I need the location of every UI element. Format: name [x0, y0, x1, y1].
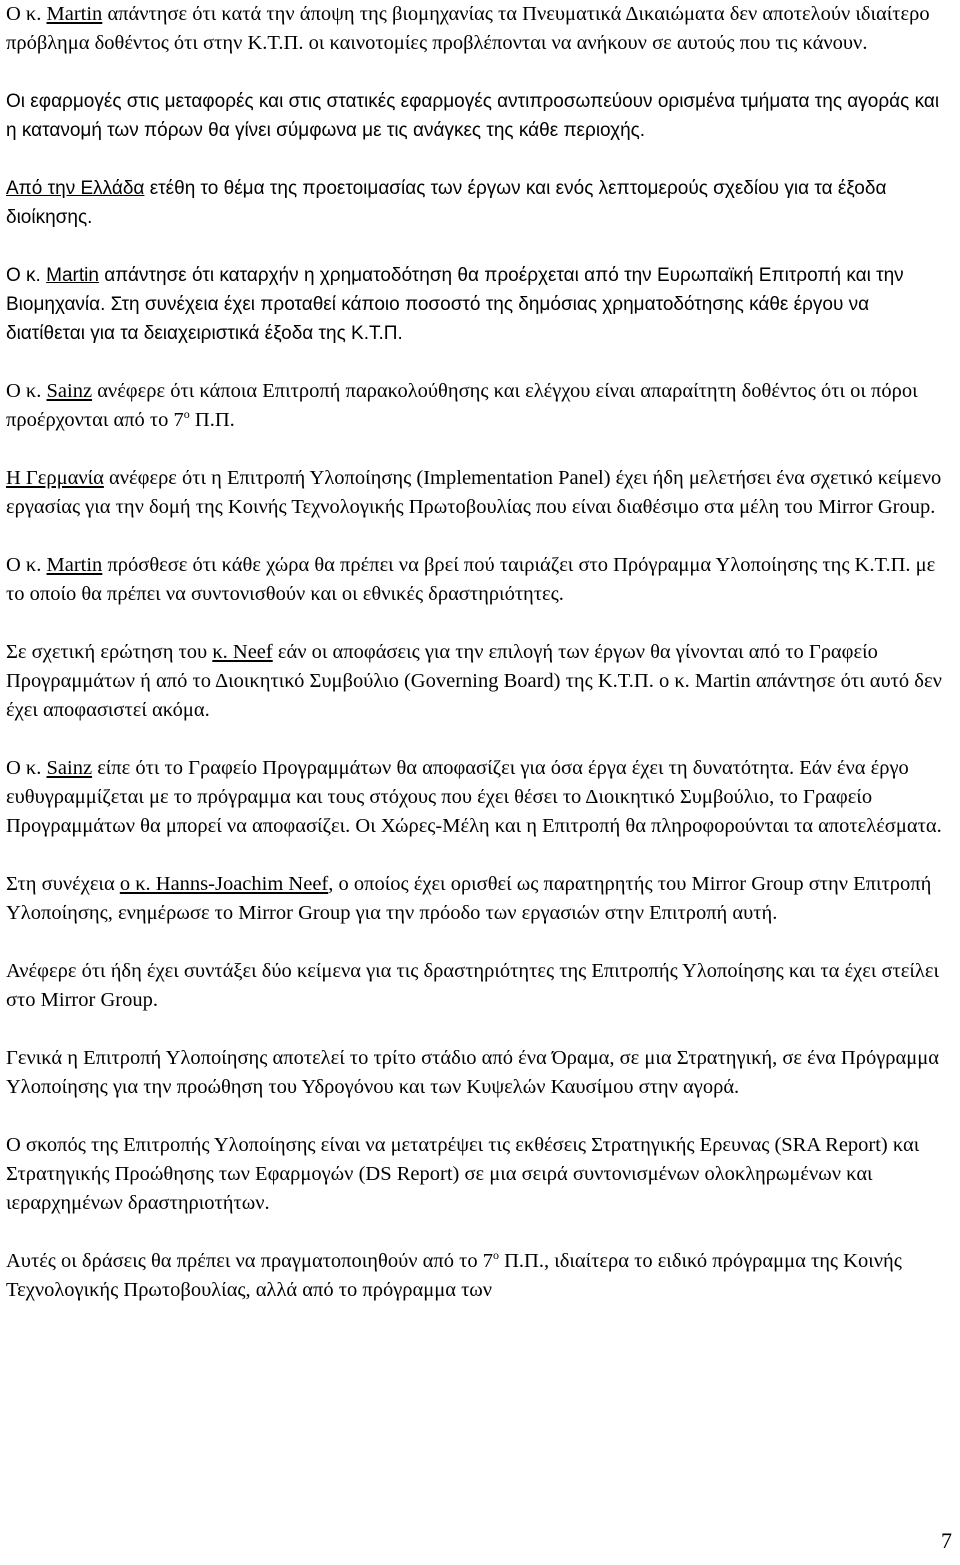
speaker-name: κ. Neef [212, 641, 273, 663]
paragraph-lead: Ο κ. [6, 380, 47, 402]
speaker-name: Sainz [46, 380, 93, 402]
paragraph-lead: Ο κ. [6, 554, 47, 576]
paragraph-tail: Π.Π. [189, 409, 235, 431]
paragraph [6, 1131, 950, 1218]
paragraph-text: ανέφερε ότι κάποια Επιτροπή παρακολούθησης και ελέγχου είναι απαραίτητη δοθέντος ότι οι πόροι προέρχονται από το 7 [6, 380, 918, 431]
superscript: ο [183, 407, 190, 421]
paragraph-lead: Ο κ. [6, 3, 47, 25]
paragraph [6, 957, 950, 1015]
paragraph-text: είπε ότι το Γραφείο Προγραμμάτων θα αποφασίζει για όσα έργα έχει τη δυνατότητα. Εάν ένα έργο ευθυγραμμίζεται με το πρόγραμμα και τους στόχους που έχει θέσει το Διοικητικό Συμβούλιο, το Γραφείο Προγραμμάτων θα μπορεί να αποφασίζει. Οι Χώρες-Μέλη και η Επιτροπή θα πληροφορούνται τα αποτελέσματα. [6, 757, 942, 837]
paragraph-text: , ο οποίος έχει ορισθεί ως παρατηρητής του Mirror Group στην Επιτροπή Υλοποίησης, ενημέρωσε το Mirror Group για την πρόοδο των εργασιών στην Επιτροπή αυτή. [6, 873, 932, 924]
paragraph-lead: Στη συνέχεια [6, 873, 120, 895]
paragraph-text: ετέθη το θέμα της προετοιμασίας των έργων και ενός λεπτομερούς σχεδίου για τα έξοδα διοίκησης. [6, 178, 887, 228]
paragraph [6, 464, 950, 522]
paragraph-text: Αυτές οι δράσεις θα πρέπει να πραγματοποιηθούν από το 7 [6, 1250, 493, 1272]
paragraph-tail: Π.Π., ιδιαίτερα το ειδικό πρόγραμμα της Κοινής Τεχνολογικής Πρωτοβουλίας, αλλά από το πρόγραμμα των [6, 1250, 902, 1301]
paragraph-lead: Ο κ. [6, 757, 47, 779]
paragraph-text: Οι εφαρμογές στις μεταφορές και στις στατικές εφαρμογές αντιπροσωπεύουν ορισμένα τμήματα της αγοράς και η κατανομή των πόρων θα γίνει σύμφωνα με τις ανάγκες της κάθε περιοχής. [6, 91, 940, 141]
paragraph-text: Ανέφερε ότι ήδη έχει συντάξει δύο κείμενα για τις δραστηριότητες της Επιτροπής Υλοποίησης και τα έχει στείλει στο Mirror Group. [6, 960, 939, 1011]
speaker-name: Martin [46, 3, 103, 25]
paragraph [6, 377, 950, 435]
paragraph [6, 87, 950, 145]
paragraph-text: Ο σκοπός της Επιτροπής Υλοποίησης είναι να μετατρέψει τις εκθέσεις Στρατηγικής Ερευνας (SRA Report) και Στρατηγικής Προώθησης των Εφαρμογών (DS Report) σε μια σειρά συντονισμένων ολοκληρωμένων και ιεραρχημένων δραστηριοτήτων. [6, 1134, 920, 1214]
paragraph-text: Γενικά η Επιτροπή Υλοποίησης αποτελεί το τρίτο στάδιο από ένα Όραμα, σε μια Στρατηγική, σε ένα Πρόγραμμα Υλοποίησης για την προώθηση του Υδρογόνου και των Κυψελών Καυσίμου στην αγορά. [6, 1047, 939, 1098]
paragraph-text: απάντησε ότι καταρχήν η χρηματοδότηση θα προέρχεται από την Ευρωπαϊκή Επιτροπή και την Βιομηχανία. Στη συνέχεια έχει προταθεί κάποιο ποσοστό της δημόσιας χρηματοδότησης κάθε έργου να διατίθεται για τα δειαχειριστικά έξοδα της Κ.Τ.Π. [6, 265, 904, 344]
paragraph-text: εάν οι αποφάσεις για την επιλογή των έργων θα γίνονται από το Γραφείο Προγραμμάτων ή από το Διοικητικό Συμβούλιο (Governing Board) της Κ.Τ.Π. ο κ. Martin απάντησε ότι αυτό δεν έχει αποφασιστεί ακόμα. [6, 641, 942, 721]
paragraph [6, 638, 950, 725]
page-number: 7 [941, 1528, 952, 1553]
paragraph-lead: Σε σχετική ερώτηση του [6, 641, 213, 663]
paragraph [6, 1044, 950, 1102]
paragraph [6, 1247, 950, 1305]
paragraph [6, 551, 950, 609]
speaker-name: Από την Ελλάδα [6, 178, 145, 199]
speaker-name: Η Γερμανία [6, 467, 104, 489]
paragraph [6, 754, 950, 841]
speaker-name: Martin [46, 265, 99, 286]
superscript: ο [492, 1248, 499, 1262]
speaker-name: ο κ. Hanns-Joachim Neef [119, 873, 329, 895]
speaker-name: Sainz [46, 757, 93, 779]
paragraph-text: πρόσθεσε ότι κάθε χώρα θα πρέπει να βρεί πού ταιριάζει στο Πρόγραμμα Υλοποίησης της Κ.Τ.Π. με το οποίο θα πρέπει να συντονισθούν και οι εθνικές δραστηριότητες. [6, 554, 936, 605]
paragraph [6, 870, 950, 928]
paragraph [6, 261, 950, 348]
paragraph-text: ανέφερε ότι η Επιτροπή Υλοποίησης (Implementation Panel) έχει ήδη μελετήσει ένα σχετικό κείμενο εργασίας για την δομή της Κοινής Τεχνολογικής Πρωτοβουλίας που είναι διαθέσιμο στα μέλη του Mirror Group. [6, 467, 942, 518]
paragraph [6, 0, 950, 58]
paragraph [6, 174, 950, 232]
paragraph-lead: Ο κ. [6, 265, 47, 286]
document-page [6, 0, 950, 1334]
speaker-name: Martin [46, 554, 103, 576]
paragraph-text: απάντησε ότι κατά την άποψη της βιομηχανίας τα Πνευματικά Δικαιώματα δεν αποτελούν ιδιαίτερο πρόβλημα δοθέντος ότι στην Κ.Τ.Π. οι καινοτομίες προβλέπονται να ανήκουν σε αυτούς που τις κάνουν. [6, 3, 930, 54]
